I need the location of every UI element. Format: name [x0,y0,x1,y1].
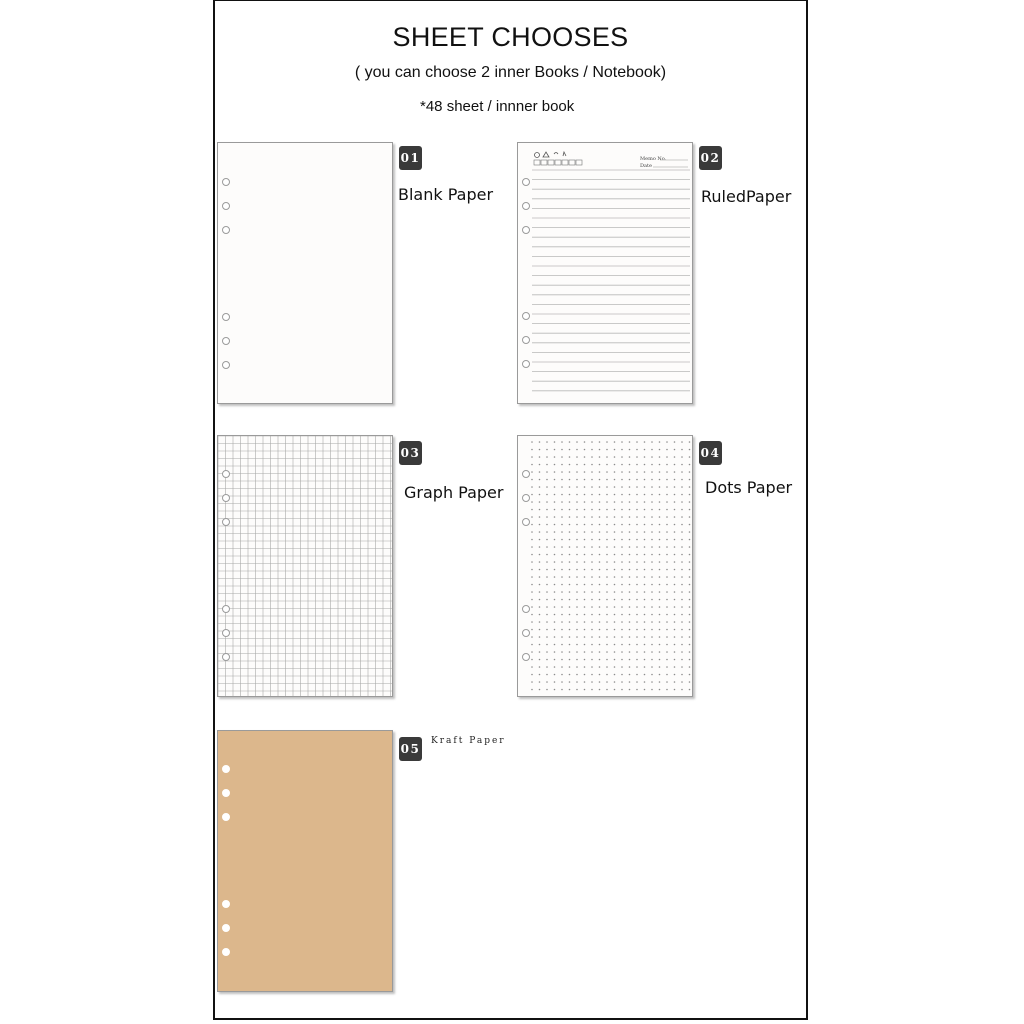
page-subtitle: ( you can choose 2 inner Books / Notebook) [354,64,667,81]
blank-paper-holes [218,143,393,404]
sheet-number-badge-04: 04 [699,441,722,465]
sheet-label-kraft: Kraft Paper [431,736,506,746]
blank-paper-sheet [217,142,393,404]
sheet-label-graph: Graph Paper [404,483,504,502]
ruled-header-icons [535,152,567,158]
sheet-count-note: *48 sheet / innner book [420,98,575,115]
kraft-paper-sheet [217,730,393,992]
ruled-paper-lines [518,143,693,404]
sheet-label-ruled: RuledPaper [701,187,792,206]
sheet-number-badge-01: 01 [399,146,422,170]
dots-paper-sheet [517,435,693,697]
sheet-label-blank: Blank Paper [398,185,494,204]
sheet-number-badge-03: 03 [399,441,422,465]
sheet-label-dots: Dots Paper [705,478,793,497]
page-title: SHEET CHOOSES [392,22,629,52]
ruled-memo-label: Memo No. [640,156,667,162]
sheet-number-badge-05: 05 [399,737,422,761]
ruled-weekday-boxes [534,160,582,165]
ruled-date-label: Date [640,163,652,169]
dots-paper-pattern [518,436,693,697]
kraft-paper-holes [218,731,393,992]
graph-paper-sheet [217,435,393,697]
graph-paper-grid [218,436,393,697]
ruled-paper-sheet [517,142,693,404]
sheet-number-badge-02: 02 [699,146,722,170]
ruled-lines-group [532,170,690,391]
